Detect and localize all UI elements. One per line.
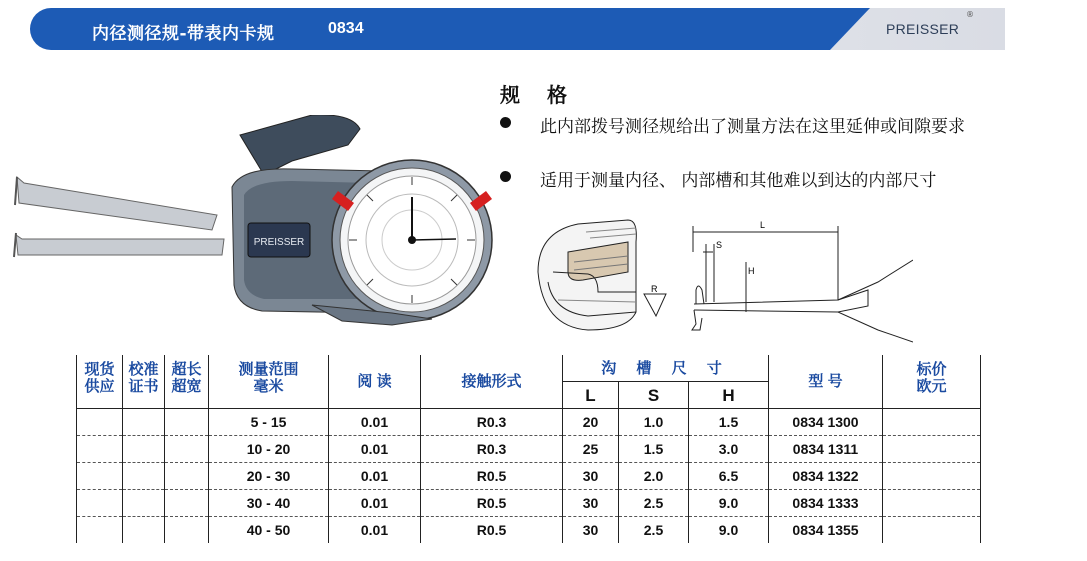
cell-cert	[123, 490, 165, 517]
col-model: 型 号	[769, 355, 883, 409]
cell-contact: R0.5	[421, 463, 563, 490]
table-row	[77, 490, 981, 517]
cell-model: 0834 1333	[769, 490, 883, 517]
col-groove: 沟 槽 尺 寸	[563, 355, 769, 382]
cell-model: 0834 1300	[769, 409, 883, 436]
nameplate-text: PREISSER	[253, 237, 305, 248]
cell-reading: 0.01	[329, 490, 421, 517]
brand-logo: PREISSER	[886, 21, 960, 37]
cell-h: 6.5	[689, 463, 769, 490]
page-title: 内径测径规-带表内卡规	[92, 24, 275, 44]
cell-range: 10 - 20	[209, 436, 329, 463]
cell-model: 0834 1355	[769, 517, 883, 544]
label-h: H	[748, 266, 755, 276]
cell-price	[883, 409, 981, 436]
spec-bullet-text: 此内部拨号测径规给出了测量方法在这里延伸或间隙要求	[540, 117, 965, 137]
cell-s: 2.0	[619, 463, 689, 490]
cell-h: 1.5	[689, 409, 769, 436]
bullet-icon	[500, 117, 511, 128]
cell-reading: 0.01	[329, 409, 421, 436]
cell-contact: R0.5	[421, 490, 563, 517]
cell-price	[883, 436, 981, 463]
cell-reading: 0.01	[329, 436, 421, 463]
cell-l: 25	[563, 436, 619, 463]
table-row	[77, 517, 981, 544]
dial-gauge-image	[12, 115, 497, 345]
groove-diagram	[528, 212, 913, 347]
cell-s: 2.5	[619, 490, 689, 517]
cell-supply	[77, 409, 123, 436]
cell-reading: 0.01	[329, 463, 421, 490]
col-s: S	[619, 382, 689, 409]
label-s: S	[716, 240, 723, 250]
cell-model: 0834 1322	[769, 463, 883, 490]
col-reading: 阅 读	[329, 355, 421, 409]
spec-heading: 规 格	[500, 83, 577, 107]
cell-supply	[77, 463, 123, 490]
cell-cert	[123, 409, 165, 436]
cell-reading: 0.01	[329, 517, 421, 544]
cell-l: 30	[563, 463, 619, 490]
cell-price	[883, 517, 981, 544]
col-contact: 接触形式	[421, 355, 563, 409]
spec-table	[76, 355, 981, 543]
header-banner	[30, 8, 1005, 50]
cell-s: 2.5	[619, 517, 689, 544]
cell-h: 9.0	[689, 490, 769, 517]
cell-range: 30 - 40	[209, 490, 329, 517]
cell-range: 20 - 30	[209, 463, 329, 490]
table-row	[77, 409, 981, 436]
cell-l: 20	[563, 409, 619, 436]
cell-contact: R0.5	[421, 517, 563, 544]
col-l: L	[563, 382, 619, 409]
cell-h: 9.0	[689, 517, 769, 544]
spec-bullet-text: 适用于测量内径、 内部槽和其他难以到达的内部尺寸	[540, 171, 937, 191]
cell-s: 1.5	[619, 436, 689, 463]
cell-contact: R0.3	[421, 409, 563, 436]
col-range: 测量范围 毫米	[209, 355, 329, 409]
label-r: R	[651, 284, 658, 294]
col-cert: 校准 证书	[123, 355, 165, 409]
cell-l: 30	[563, 490, 619, 517]
cell-supply	[77, 490, 123, 517]
table-row	[77, 436, 981, 463]
cell-price	[883, 463, 981, 490]
col-extra: 超长 超宽	[165, 355, 209, 409]
cell-cert	[123, 517, 165, 544]
col-price: 标价 欧元	[883, 355, 981, 409]
cell-supply	[77, 517, 123, 544]
cell-l: 30	[563, 517, 619, 544]
cell-cert	[123, 436, 165, 463]
product-code: 0834	[328, 20, 364, 37]
col-h: H	[689, 382, 769, 409]
col-supply: 现货 供应	[77, 355, 123, 409]
cell-model: 0834 1311	[769, 436, 883, 463]
cell-extra	[165, 463, 209, 490]
cell-range: 40 - 50	[209, 517, 329, 544]
cell-extra	[165, 436, 209, 463]
cell-h: 3.0	[689, 436, 769, 463]
registered-mark: ®	[966, 10, 974, 19]
cell-cert	[123, 463, 165, 490]
cell-range: 5 - 15	[209, 409, 329, 436]
cell-supply	[77, 436, 123, 463]
cell-contact: R0.3	[421, 436, 563, 463]
label-l: L	[760, 220, 766, 230]
cell-price	[883, 490, 981, 517]
table-row	[77, 463, 981, 490]
bullet-icon	[500, 171, 511, 182]
cell-s: 1.0	[619, 409, 689, 436]
cell-extra	[165, 409, 209, 436]
cell-extra	[165, 490, 209, 517]
cell-extra	[165, 517, 209, 544]
